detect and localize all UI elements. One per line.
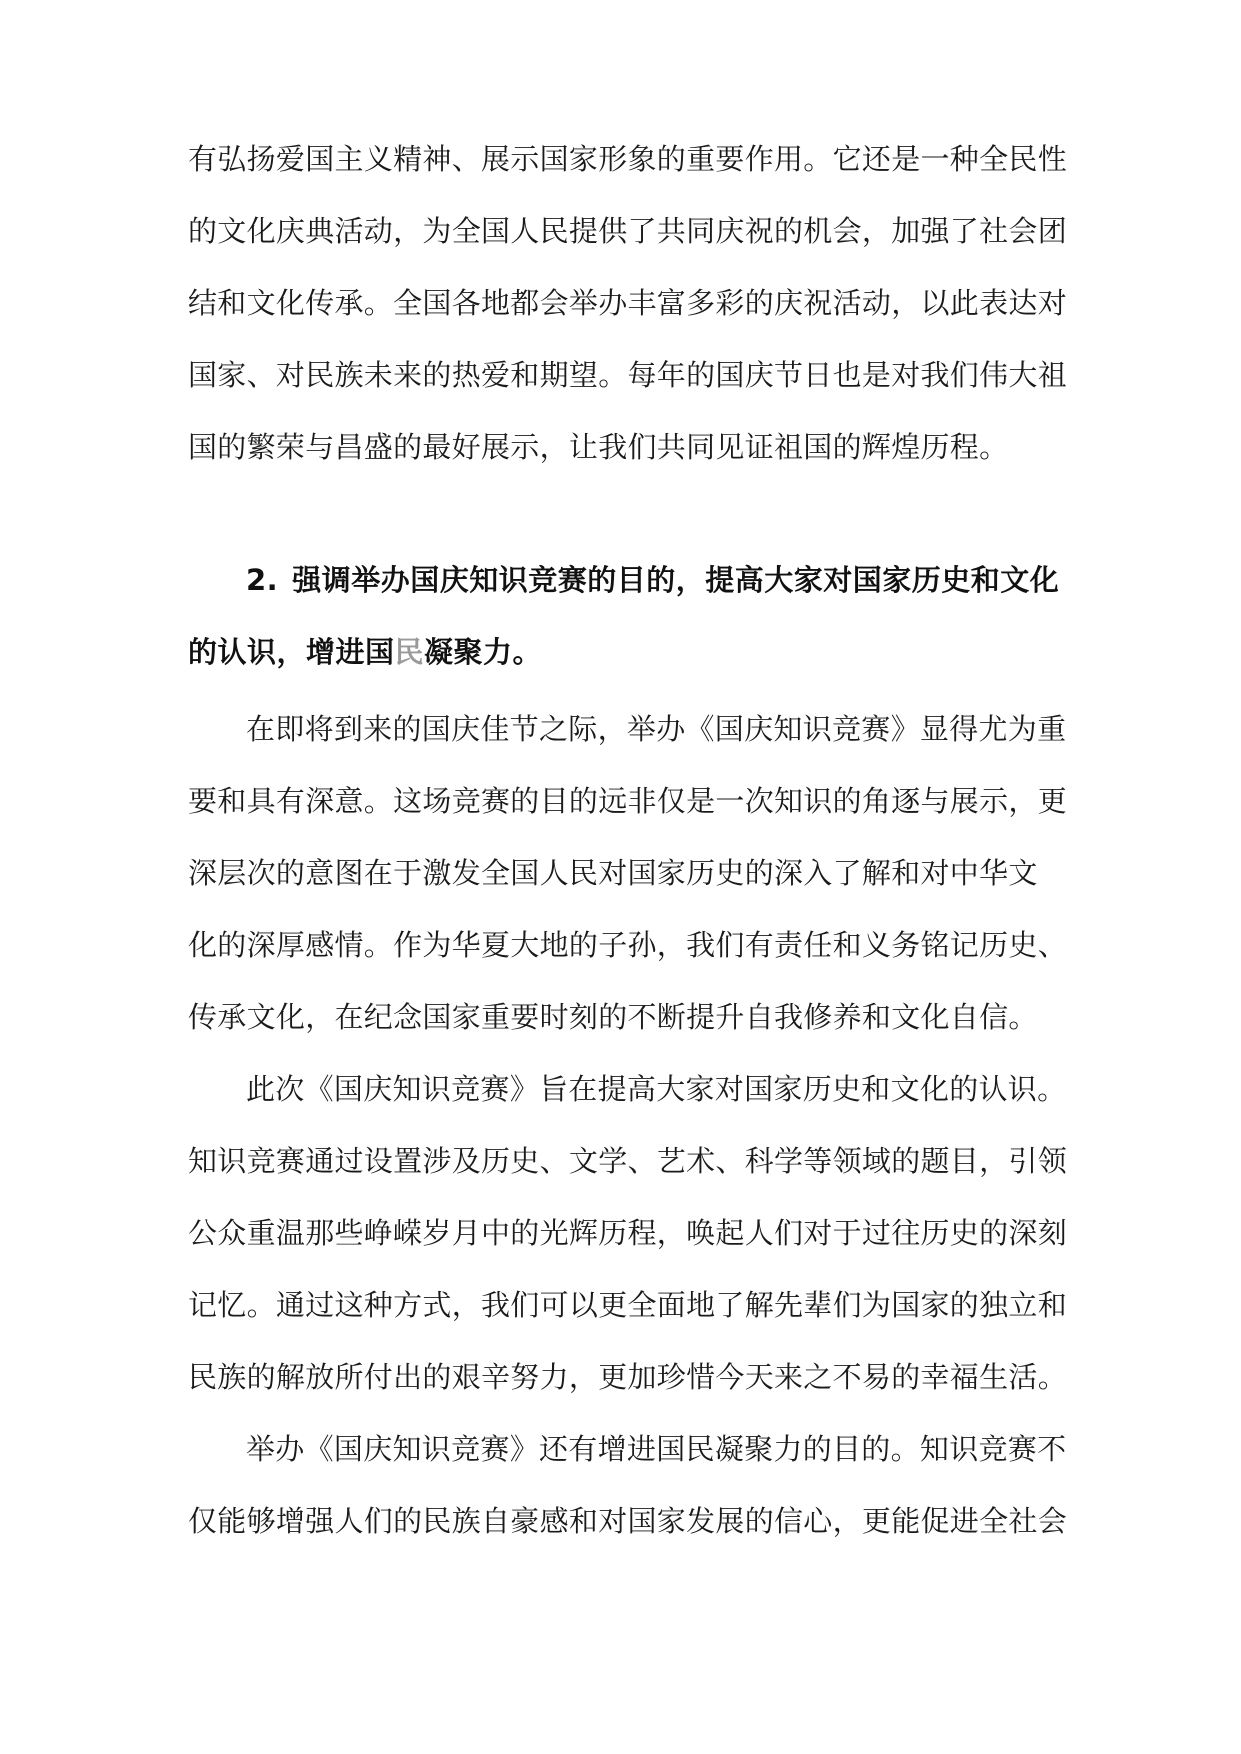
section-heading-line-1 <box>246 560 1059 600</box>
para1-line-2: 要和具有深意。这场竞赛的目的远非仅是一次知识的角逐与展示，更 <box>188 784 1068 818</box>
intro-line-1: 有弘扬爱国主义精神、展示国家形象的重要作用。它还是一种全民性 <box>188 142 1068 176</box>
heading-line2-after: 凝聚力。 <box>424 635 543 669</box>
heading-line2-faint-char: 民 <box>394 635 425 669</box>
para3-line-1: 举办《国庆知识竞赛》还有增进国民凝聚力的目的。知识竞赛不 <box>246 1432 1067 1466</box>
para3-line-2: 仅能够增强人们的民族自豪感和对国家发展的信心，更能促进全社会 <box>188 1504 1068 1538</box>
para1-line-1: 在即将到来的国庆佳节之际，举办《国庆知识竞赛》显得尤为重 <box>246 712 1067 746</box>
para2-line-2: 知识竞赛通过设置涉及历史、文学、艺术、科学等领域的题目，引领 <box>188 1144 1068 1178</box>
para1-line-5: 传承文化，在纪念国家重要时刻的不断提升自我修养和文化自信。 <box>188 1000 1038 1034</box>
section-number: 2. <box>246 563 279 597</box>
para2-line-1: 此次《国庆知识竞赛》旨在提高大家对国家历史和文化的认识。 <box>246 1072 1067 1106</box>
para1-line-4: 化的深厚感情。作为华夏大地的子孙，我们有责任和义务铭记历史、 <box>188 928 1068 962</box>
para2-line-5: 民族的解放所付出的艰辛努力，更加珍惜今天来之不易的幸福生活。 <box>188 1360 1068 1394</box>
heading-line2-before: 的认识，增进国 <box>188 635 395 669</box>
para1-line-3: 深层次的意图在于激发全国人民对国家历史的深入了解和对中华文 <box>188 856 1038 890</box>
section-heading-text: 强调举办国庆知识竞赛的目的，提高大家对国家历史和文化 <box>292 563 1060 597</box>
para2-line-4: 记忆。通过这种方式，我们可以更全面地了解先辈们为国家的独立和 <box>188 1288 1068 1322</box>
intro-line-4: 国家、对民族未来的热爱和期望。每年的国庆节日也是对我们伟大祖 <box>188 358 1068 392</box>
para2-line-3: 公众重温那些峥嵘岁月中的光辉历程，唤起人们对于过往历史的深刻 <box>188 1216 1068 1250</box>
intro-line-2: 的文化庆典活动，为全国人民提供了共同庆祝的机会，加强了社会团 <box>188 214 1068 248</box>
intro-line-5: 国的繁荣与昌盛的最好展示，让我们共同见证祖国的辉煌历程。 <box>188 430 1009 464</box>
section-heading-line-2 <box>188 632 542 672</box>
intro-line-3: 结和文化传承。全国各地都会举办丰富多彩的庆祝活动，以此表达对 <box>188 286 1068 320</box>
